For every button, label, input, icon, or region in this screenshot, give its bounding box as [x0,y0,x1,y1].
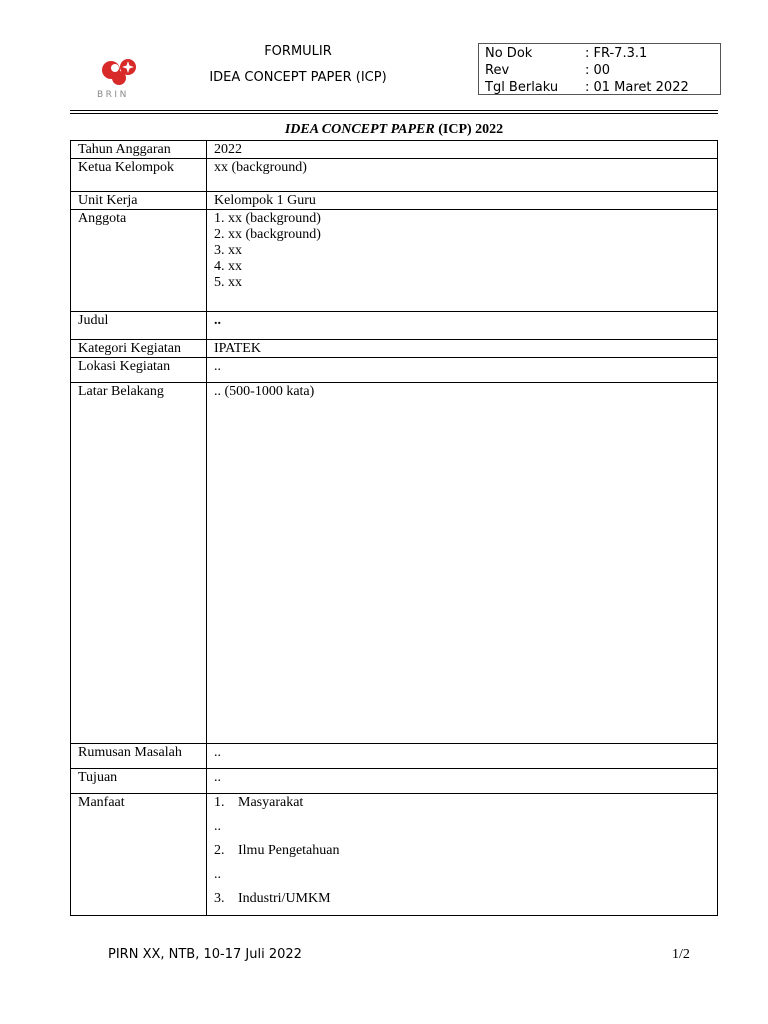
manfaat-item-3-text: Industri/UMKM [238,891,331,906]
table-row-unit-kerja [71,192,718,210]
value-latar-belakang: .. (500-1000 kata) [207,383,718,744]
table-row-manfaat [71,794,718,916]
document-info-box [478,43,721,95]
label-manfaat: Manfaat [71,794,207,916]
manfaat-item-1-number: 1. [214,795,225,810]
table-row-judul [71,312,718,340]
label-lokasi-kegiatan: Lokasi Kegiatan [71,358,207,383]
label-judul: Judul [71,312,207,340]
revision-label: Rev [485,63,510,78]
manfaat-item-3 [214,891,711,915]
value-unit-kerja: Kelompok 1 Guru [207,192,718,210]
doc-number-label: No Dok [485,46,533,61]
manfaat-item-2-text: Ilmu Pengetahuan [238,843,340,858]
anggota-item-5: 5. xx [214,275,242,290]
brin-logo-text: BRIN [97,90,129,100]
revision-value: : 00 [585,63,611,78]
paper-title [70,122,718,138]
paper-title-rest: (ICP) 2022 [434,122,504,137]
manfaat-item-1-note: .. [214,819,221,834]
header-divider-2 [70,113,718,114]
value-lokasi-kegiatan: .. [207,358,718,383]
label-tujuan: Tujuan [71,769,207,794]
table-row-tujuan [71,769,718,794]
label-latar-belakang: Latar Belakang [71,383,207,744]
table-row-rumusan-masalah [71,744,718,769]
label-unit-kerja: Unit Kerja [71,192,207,210]
table-row-kategori-kegiatan [71,340,718,358]
form-title: FORMULIR [264,44,332,59]
effective-date-value: : 01 Maret 2022 [585,80,689,95]
icp-form-table [70,140,718,916]
anggota-item-1: 1. xx (background) [214,211,321,226]
manfaat-item-2-note: .. [214,867,221,882]
table-row-ketua-kelompok [71,159,718,192]
manfaat-item-3-number: 3. [214,891,225,906]
footer-page-number: 1/2 [672,947,690,962]
value-anggota [207,210,718,312]
label-ketua-kelompok: Ketua Kelompok [71,159,207,192]
value-rumusan-masalah: .. [207,744,718,769]
label-anggota: Anggota [71,210,207,312]
value-tahun-anggaran: 2022 [207,141,718,159]
label-rumusan-masalah: Rumusan Masalah [71,744,207,769]
anggota-item-2: 2. xx (background) [214,227,321,242]
manfaat-item-1-text: Masyarakat [238,795,304,810]
table-row-tahun-anggaran [71,141,718,159]
value-kategori-kegiatan: IPATEK [207,340,718,358]
effective-date-label: Tgl Berlaku [485,80,559,95]
value-manfaat [207,794,718,916]
footer-event: PIRN XX, NTB, 10-17 Juli 2022 [108,947,302,962]
anggota-item-3: 3. xx [214,243,242,258]
value-tujuan: .. [207,769,718,794]
anggota-item-4: 4. xx [214,259,242,274]
table-row-latar-belakang [71,383,718,744]
table-row-anggota [71,210,718,312]
doc-number-value: : FR-7.3.1 [585,46,648,61]
manfaat-item-2-number: 2. [214,843,225,858]
manfaat-item-2 [214,843,711,867]
paper-title-italic: IDEA CONCEPT PAPER [284,122,435,137]
label-kategori-kegiatan: Kategori Kegiatan [71,340,207,358]
manfaat-item-1 [214,795,711,819]
header-divider [70,110,718,111]
table-row-lokasi-kegiatan [71,358,718,383]
value-ketua-kelompok: xx (background) [207,159,718,192]
value-judul: .. [207,312,718,340]
label-tahun-anggaran: Tahun Anggaran [71,141,207,159]
form-subtitle: IDEA CONCEPT PAPER (ICP) [209,70,387,85]
